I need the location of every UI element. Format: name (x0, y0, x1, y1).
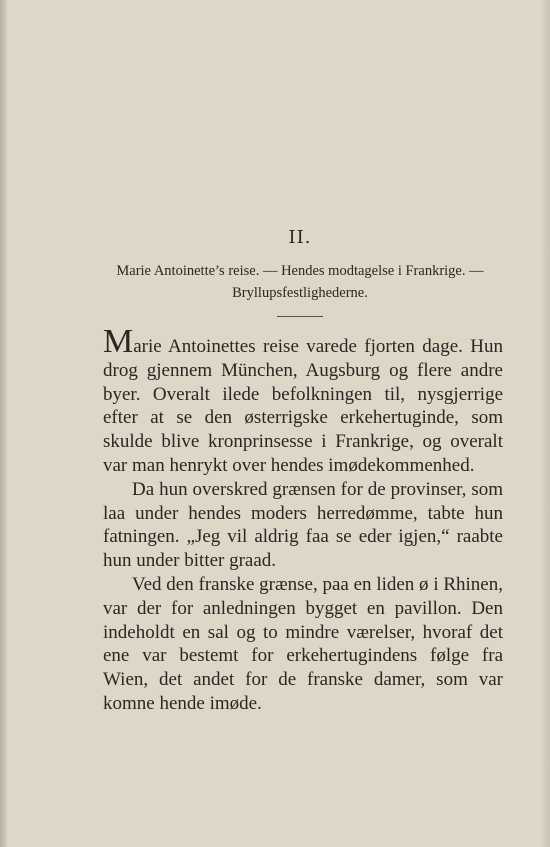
paragraph-1 (103, 323, 503, 478)
drop-cap: M (103, 323, 134, 360)
page-spine-edge (0, 0, 7, 847)
chapter-summary: Marie Antoinette’s reise. — Hendes modtagelse i Frankrige. — Bryllupsfestlighederne. (116, 263, 484, 301)
chapter-number: II. (288, 227, 312, 248)
chapter-body (103, 323, 503, 716)
section-divider (277, 316, 323, 317)
paragraph-3: Ved den franske grænse, paa en liden ø i Rhinen, var der for anledningen bygget en pavillon. Den indeholdt en sal og to mindre værelser, hvoraf det ene var bestemt for erkehertugindens følge fra Wien, det andet for de franske damer, som var komne hende imøde. (103, 573, 503, 714)
paragraph-1-text: arie Antoinettes reise varede fjorten dage. Hun drog gjennem München, Augsburg og flere andre byer. Overalt ilede befolkningen til, nysgjerrige efter at se den østerrigske erkehertuginde, som skulde blive kronprinsesse i Frankrige, og overalt var man henrykt over hendes imødekommenhed. (103, 336, 503, 476)
paragraph-2: Da hun overskred grænsen for de provinser, som laa under hendes moders herredømme, tabte hun fatningen. „Jeg vil aldrig faa se eder igjen,“ raabte hun under bitter graad. (103, 478, 503, 572)
